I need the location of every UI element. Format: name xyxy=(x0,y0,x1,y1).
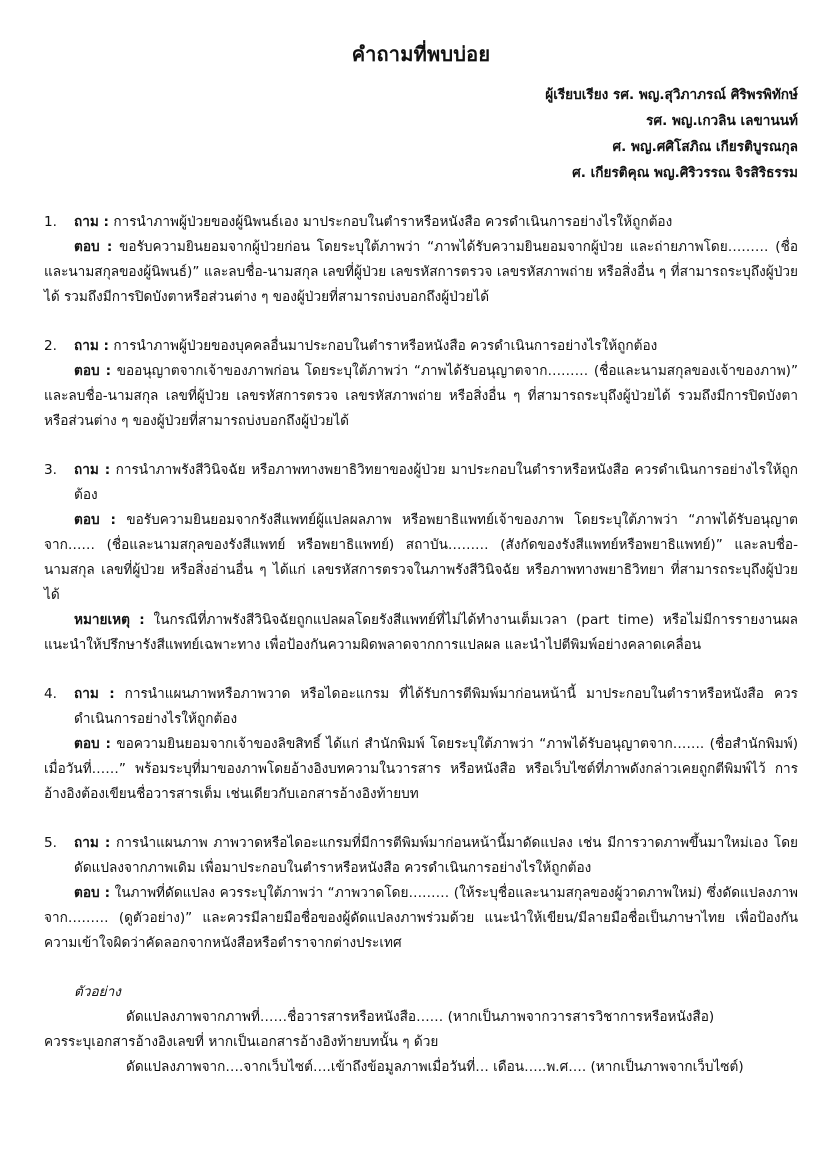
answer xyxy=(44,881,798,956)
answer-label: ตอบ : xyxy=(74,363,112,379)
answer-text: ขอรับความยินยอมจากรังสีแพทย์ผู้แปลผลภาพ หรือพยาธิแพทย์เจ้าของภาพ โดยระบุใต้ภาพว่า “ภาพได้รับอนุญาตจาก…… (ชื่อและนามสกุลของรังสีแพทย์ หรือพยาธิแพทย์) สถาบัน……… (สังกัดของรังสีแพทย์หรือพยาธิแพทย์)” และลบชื่อ-นามสกุล เลขที่ผู้ป่วย หรือสิ่งอ่านอื่น ๆ ได้แก่ เลขรหัสการตรวจในภาพรังสีวินิจฉัย หรือภาพทางพยาธิวิทยา ที่สามารถระบุถึงผู้ป่วยได้ xyxy=(44,512,798,603)
question-label: ถาม : xyxy=(74,338,109,354)
faq-item-5 xyxy=(44,831,798,956)
answer-text: ขออนุญาตจากเจ้าของภาพก่อน โดยระบุใต้ภาพว่า “ภาพได้รับอนุญาตจาก……… (ชื่อและนามสกุลของเจ้าของภาพ)” และลบชื่อ-นามสกุล เลขที่ผู้ป่วย เลขรหัสการตรวจ เลขรหัสภาพถ่าย หรือสิ่งอื่น ๆ ที่สามารถระบุถึงผู้ป่วยได้ รวมถึงมีการปิดบังตาหรือส่วนต่าง ๆ ของผู้ป่วยที่สามารถบ่งบอกถึงผู้ป่วยได้ xyxy=(44,363,799,429)
answer-label: ตอบ : xyxy=(74,512,116,528)
question-text: การนำแผนภาพ ภาพวาดหรือไดอะแกรมที่มีการตีพิมพ์มาก่อนหน้านี้มาดัดแปลง เช่น มีการวาดภาพขึ้นมาใหม่เอง โดยดัดแปลงจากภาพเดิม เพื่อมาประกอบในตำราหรือหนังสือ ควรดำเนินการอย่างไรให้ถูกต้อง xyxy=(74,835,798,876)
answer-label: ตอบ : xyxy=(74,736,111,752)
answer-label: ตอบ : xyxy=(74,239,113,255)
question-number: 1. xyxy=(44,214,57,230)
answer-text: ขอความยินยอมจากเจ้าของลิขสิทธิ์ ได้แก่ สำนักพิมพ์ โดยระบุใต้ภาพว่า “ภาพได้รับอนุญาตจาก……. (ชื่อสำนักพิมพ์) เมื่อวันที่……” พร้อมระบุที่มาของภาพโดยอ้างอิงบทความในวารสาร หรือหนังสือ หรือเว็บไซต์ที่ภาพดังกล่าวเคยถูกตีพิมพ์ไว้ การอ้างอิงต้องเขียนชื่อวารสารเต็ม เช่นเดียวกับเอกสารอ้างอิงท้ายบท xyxy=(44,736,799,802)
question-label: ถาม : xyxy=(74,686,115,702)
answer xyxy=(44,359,798,434)
example-block xyxy=(44,980,798,1080)
answer-label: ตอบ : xyxy=(74,885,111,901)
question-number: 2. xyxy=(44,338,57,354)
example-label: ตัวอย่าง xyxy=(74,984,121,1000)
question xyxy=(44,210,798,235)
example-line: ดัดแปลงภาพจากภาพที่……ชื่อวารสารหรือหนังสือ…… (หากเป็นภาพจากวารสารวิชาการหรือหนังสือ) xyxy=(126,1009,715,1025)
author-line: รศ. พญ.เกวลิน เลขานนท์ xyxy=(646,113,798,129)
answer-text: ขอรับความยินยอมจากผู้ป่วยก่อน โดยระบุใต้ภาพว่า “ภาพได้รับความยินยอมจากผู้ป่วย และถ่ายภาพโดย……… (ชื่อและนามสกุลของผู้นิพนธ์)” และลบชื่อ-นามสกุล เลขที่ผู้ป่วย เลขรหัสการตรวจ เลขรหัสภาพถ่าย หรือสิ่งอื่น ๆ ที่สามารถระบุถึงผู้ป่วยได้ รวมถึงมีการปิดบังตาหรือส่วนต่าง ๆ ของผู้ป่วยที่สามารถบ่งบอกถึงผู้ป่วยได้ xyxy=(44,239,799,305)
faq-item-1 xyxy=(44,210,798,310)
question-label: ถาม : xyxy=(74,462,111,478)
question xyxy=(44,682,798,732)
author-line: ศ. พญ.ศศิโสภิณ เกียรติบูรณกุล xyxy=(612,139,798,155)
question-text: การนำภาพผู้ป่วยของผู้นิพนธ์เอง มาประกอบในตำราหรือหนังสือ ควรดำเนินการอย่างไรให้ถูกต้อง xyxy=(113,214,673,230)
answer xyxy=(44,235,798,310)
question xyxy=(44,334,798,359)
note xyxy=(44,608,798,658)
question-label: ถาม : xyxy=(74,214,109,230)
author-block xyxy=(44,82,798,186)
question xyxy=(44,831,798,881)
author-line: ศ. เกียรติคุณ พญ.ศิริวรรณ จิรสิริธรรม xyxy=(572,165,798,181)
answer xyxy=(44,508,798,608)
question-number: 5. xyxy=(44,835,57,851)
note-text: ในกรณีที่ภาพรังสีวินิจฉัยถูกแปลผลโดยรังสีแพทย์ที่ไม่ได้ทำงานเต็มเวลา (part time) หรือไม่มีการรายงานผล แนะนำให้ปรึกษารังสีแพทย์เฉพาะทาง เพื่อป้องกันความผิดพลาดจากการแปลผล และนำไปตีพิมพ์อย่างคลาดเคลื่อน xyxy=(44,612,799,653)
question xyxy=(44,458,798,508)
question-text: การนำภาพรังสีวินิจฉัย หรือภาพทางพยาธิวิทยาของผู้ป่วย มาประกอบในตำราหรือหนังสือ ควรดำเนินการอย่างไรให้ถูกต้อง xyxy=(74,462,798,503)
example-line: ดัดแปลงภาพจาก….จากเว็บไซต์….เข้าถึงข้อมูลภาพเมื่อวันที่… เดือน…..พ.ศ…. (หากเป็นภาพจากเว็บไซต์) xyxy=(126,1059,744,1075)
question-number: 3. xyxy=(44,462,57,478)
question-text: การนำภาพผู้ป่วยของบุคคลอื่นมาประกอบในตำราหรือหนังสือ ควรดำเนินการอย่างไรให้ถูกต้อง xyxy=(113,338,658,354)
question-number: 4. xyxy=(44,686,57,702)
question-label: ถาม : xyxy=(74,835,111,851)
author-line: ผู้เรียบเรียง รศ. พญ.สุวิภาภรณ์ ศิริพรพิทักษ์ xyxy=(545,87,798,103)
faq-item-4 xyxy=(44,682,798,807)
faq-item-2 xyxy=(44,334,798,434)
answer xyxy=(44,732,798,807)
faq-item-3 xyxy=(44,458,798,658)
note-label: หมายเหตุ : xyxy=(74,612,145,628)
question-text: การนำแผนภาพหรือภาพวาด หรือไดอะแกรม ที่ได้รับการตีพิมพ์มาก่อนหน้านี้ มาประกอบในตำราหรือหนังสือ ควรดำเนินการอย่างไรให้ถูกต้อง xyxy=(74,686,798,727)
answer-text: ในภาพที่ดัดแปลง ควรระบุใต้ภาพว่า “ภาพวาดโดย……… (ให้ระบุชื่อและนามสกุลของผู้วาดภาพใหม่) ซึ่งดัดแปลงภาพจาก……… (ดูตัวอย่าง)” และควรมีลายมือชื่อของผู้ดัดแปลงภาพร่วมด้วย แนะนำให้เขียน/มีลายมือชื่อเป็นภาษาไทย เพื่อป้องกันความเข้าใจผิดว่าคัดลอกจากหนังสือหรือตำราจากต่างประเทศ xyxy=(44,885,798,951)
page-title: คำถามที่พบบ่อย xyxy=(351,42,491,66)
example-line: ควรระบุเอกสารอ้างอิงเลขที่ หากเป็นเอกสารอ้างอิงท้ายบทนั้น ๆ ด้วย xyxy=(44,1034,439,1050)
